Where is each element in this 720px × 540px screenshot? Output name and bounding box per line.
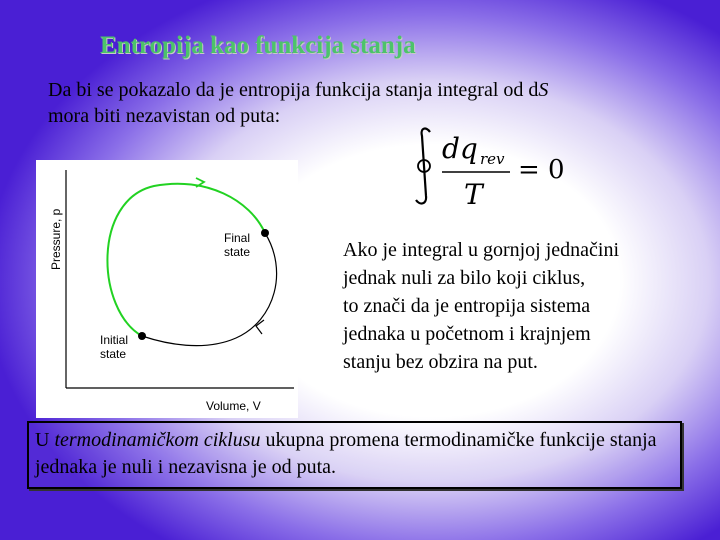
box-rest: ukupna promena termodinamičke funkcije stanja jednaka je nuli i nezavisna je od puta. [35, 429, 657, 478]
formula-denominator: T [464, 178, 483, 210]
intro-part1: Da bi se pokazalo da je entropija funkcija stanja integral od d [48, 79, 539, 101]
box-italic: termodinamičkom ciklusu [54, 429, 261, 451]
intro-part2: mora biti nezavistan od puta: [48, 105, 281, 127]
final-state-label-1: Final [224, 231, 251, 245]
pv-diagram [36, 160, 298, 418]
pv-diagram-svg [36, 160, 298, 418]
lower-arrow-icon [256, 320, 264, 334]
lower-path [142, 233, 277, 346]
formula-numerator: dq [442, 132, 478, 165]
initial-state-point [138, 332, 146, 340]
final-state-point [261, 229, 269, 237]
intro-symbol: S [538, 79, 549, 101]
explain-line-4: jednaka u početnom i krajnjem [343, 323, 591, 345]
explain-line-1: Ako je integral u gornjoj jednačini [343, 239, 620, 261]
initial-state-label-2: state [100, 347, 127, 361]
explanation-text [343, 236, 713, 376]
explain-line-3: to znači da je entropija sistema [343, 295, 591, 317]
final-state-label-2: state [224, 245, 251, 259]
upper-path [107, 184, 265, 336]
slide-title: Entropija kao funkcija stanja [100, 32, 416, 59]
cyclic-integral-formula [410, 122, 580, 210]
formula-subscript: rev [480, 150, 505, 168]
x-axis-label: Volume, V [206, 399, 261, 413]
explain-line-5: stanju bez obzira na put. [343, 351, 538, 373]
formula-equals: = 0 [518, 155, 565, 185]
intro-text [48, 77, 708, 129]
initial-state-label-1: Initial [100, 333, 129, 347]
conclusion-box [27, 421, 682, 489]
y-axis-label: Pressure, p [49, 208, 63, 270]
explain-line-2: jednak nuli za bilo koji ciklus, [343, 267, 586, 289]
box-prefix: U [35, 429, 55, 451]
